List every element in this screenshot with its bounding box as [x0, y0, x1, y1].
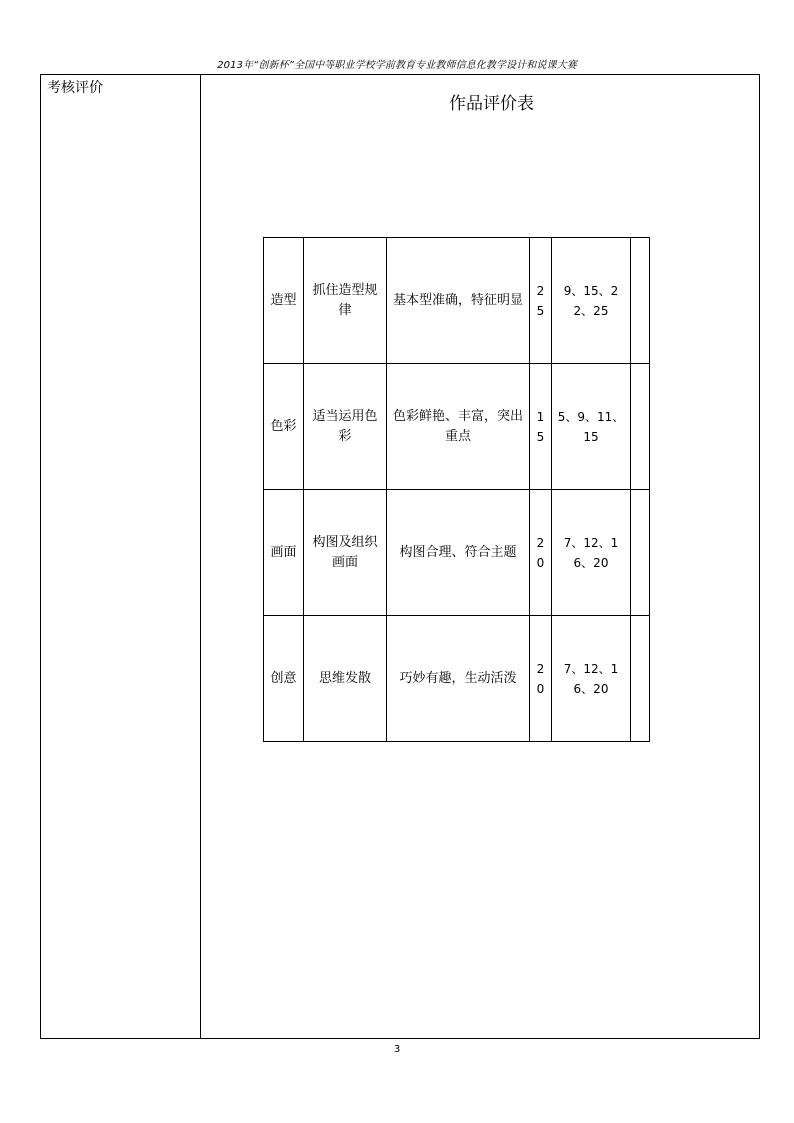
item-cell: 画面 [264, 490, 304, 616]
requirement-cell: 抓住造型规律 [304, 238, 387, 364]
page-header: 2013年“创新杯”全国中等职业学校学前教育专业教师信息化教学设计和说课大赛 [217, 60, 577, 71]
standard-cell: 构图合理、符合主题 [387, 490, 530, 616]
blank-cell [631, 238, 650, 364]
table-row [264, 616, 650, 742]
standard-cell: 巧妙有趣，生动活泼 [387, 616, 530, 742]
requirement-cell: 适当运用色彩 [304, 364, 387, 490]
table-row [264, 364, 650, 490]
blank-cell [631, 616, 650, 742]
assessment-table [40, 74, 760, 1039]
evaluation-table [263, 237, 650, 742]
item-cell: 创意 [264, 616, 304, 742]
standard-cell: 色彩鲜艳、丰富，突出重点 [387, 364, 530, 490]
item-cell: 造型 [264, 238, 304, 364]
left-column [41, 75, 201, 1038]
assessment-label: 考核评价 [47, 80, 103, 96]
blank-cell [631, 490, 650, 616]
table-row [264, 490, 650, 616]
reference-scores-cell: 5、9、11、15 [552, 364, 631, 490]
table-row [264, 238, 650, 364]
item-cell: 色彩 [264, 364, 304, 490]
reference-scores-cell: 7、12、16、20 [552, 490, 631, 616]
score-cell: 20 [530, 616, 552, 742]
standard-cell: 基本型准确，特征明显 [387, 238, 530, 364]
reference-scores-cell: 9、15、22、25 [552, 238, 631, 364]
score-cell: 25 [530, 238, 552, 364]
score-cell: 15 [530, 364, 552, 490]
right-column [201, 75, 759, 1038]
evaluation-table-title: 作品评价表 [449, 94, 534, 114]
requirement-cell: 构图及组织画面 [304, 490, 387, 616]
requirement-cell: 思维发散 [304, 616, 387, 742]
blank-cell [631, 364, 650, 490]
reference-scores-cell: 7、12、16、20 [552, 616, 631, 742]
score-cell: 20 [530, 490, 552, 616]
page-number: 3 [393, 1044, 401, 1055]
